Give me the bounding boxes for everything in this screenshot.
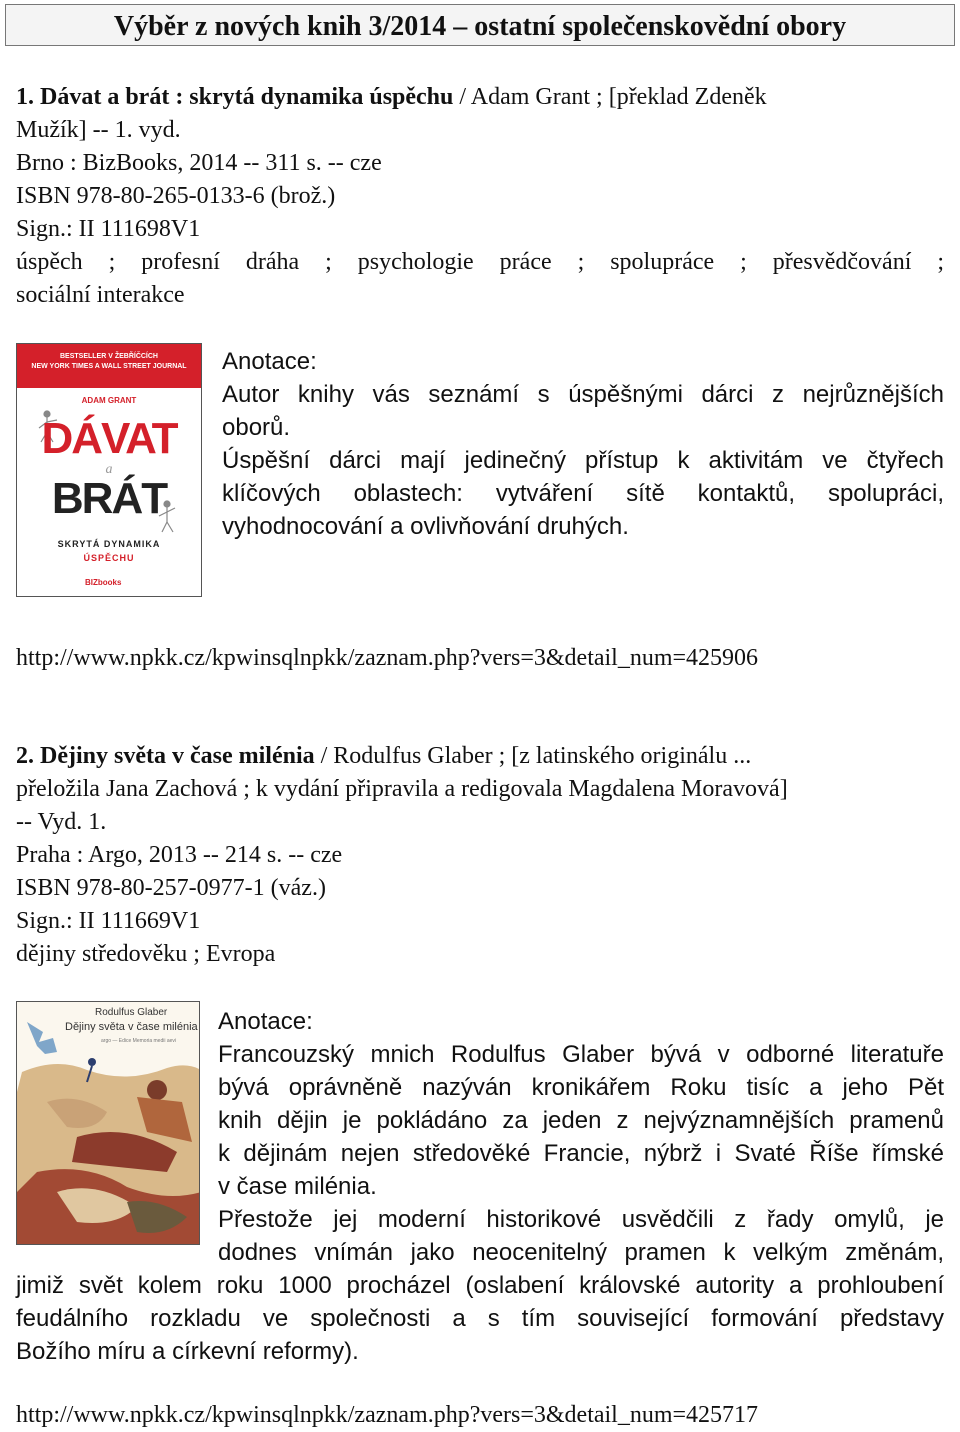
book2-title: Dějiny světa v čase milénia <box>40 743 315 769</box>
book1-subjects-cont: sociální interakce <box>16 282 185 308</box>
book2-publisher: Praha : Argo, 2013 -- 214 s. -- cze <box>16 842 343 868</box>
book2-annotation-line: v čase milénia. <box>218 1173 377 1200</box>
book2-annotation-line: dodnes vnímán jako neocenitelný pramen k velkým změnám, <box>218 1239 944 1266</box>
cover1-band-line2: NEW YORK TIMES A WALL STREET JOURNAL <box>31 363 187 370</box>
cover1-subtitle-2: ÚSPĚCHU <box>83 553 135 563</box>
book1-cover-image <box>16 343 202 597</box>
book2-annotation-line: Francouzský mnich Rodulfus Glaber bývá v odborné literatuře <box>218 1041 944 1068</box>
book2-cover-image <box>16 1001 200 1245</box>
book2-responsibility-cont: přeložila Jana Zachová ; k vydání připravila a redigovala Magdalena Moravová] <box>16 776 788 802</box>
cover1-title-top: DÁVAT <box>41 414 177 463</box>
cover1-title-a: a <box>105 462 113 477</box>
book1-title-line <box>16 81 767 114</box>
book1-annotation-line: klíčových oblastech: vytváření sítě kontaktů, spolupráci, <box>222 480 944 507</box>
cover2-author: Rodulfus Glaber <box>95 1007 168 1018</box>
cover1-subtitle: SKRYTÁ DYNAMIKA <box>57 539 161 549</box>
book1-title: Dávat a brát : skrytá dynamika úspěchu <box>40 84 454 110</box>
cover1-publisher-logo: BIZbooks <box>85 578 122 587</box>
book1-number: 1. <box>16 84 34 110</box>
book2-annotation-line: knih dějin je pokládáno za jeden z nejvýznamnějších pramenů <box>218 1107 944 1134</box>
cover2-series: argo — Edice Memoria medii aevi <box>101 1038 177 1044</box>
book2-annotation-label: Anotace: <box>218 1008 313 1035</box>
book2-responsibility: / Rodulfus Glaber ; [z latinského originálu ... <box>314 743 752 769</box>
book1-annotation-line: Autor knihy vás seznámí s úspěšnými dárci z nejrůznějších <box>222 381 944 408</box>
page-title: Výběr z nových knih 3/2014 – ostatní společenskovědní obory <box>113 11 847 42</box>
book1-isbn: ISBN 978-80-265-0133-6 (brož.) <box>16 183 336 209</box>
cover1-band-line1: BESTSELLER V ŽEBŘÍČCÍCH <box>59 353 158 360</box>
book2-annotation-line: Přestože jej moderní historikové usvědčili z řady omylů, je <box>218 1206 944 1233</box>
cover1-title-bottom: BRÁT <box>51 474 167 523</box>
book1-responsibility: / Adam Grant ; [překlad Zdeněk <box>453 84 767 110</box>
book2-signature: Sign.: II 111669V1 <box>16 908 201 934</box>
book1-responsibility-cont: Mužík] -- 1. vyd. <box>16 117 181 143</box>
book2-edition: -- Vyd. 1. <box>16 809 107 835</box>
book1-annotation-line: oborů. <box>222 414 291 441</box>
book1-subjects: úspěch ; profesní dráha ; psychologie práce ; spolupráce ; přesvědčování ; <box>16 249 944 275</box>
book1-annotation-line: Úspěšní dárci mají jedinečný přístup k aktivitám ve čtyřech <box>222 447 944 474</box>
page-header <box>5 4 955 46</box>
cover2-title: Dějiny světa v čase milénia <box>65 1021 198 1033</box>
book2-annotation-line: feudálního rozkladu ve společnosti a s tím související formování představy <box>16 1305 944 1332</box>
book1-annotation-line: vyhodnocování a ovlivňování druhých. <box>222 513 629 540</box>
book2-annotation-line: bývá oprávněně nazýván kronikářem Roku tisíc a jeho Pět <box>218 1074 944 1101</box>
book1-publisher: Brno : BizBooks, 2014 -- 311 s. -- cze <box>16 150 382 176</box>
book2-title-line <box>16 740 751 773</box>
book1-catalog-link[interactable]: http://www.npkk.cz/kpwinsqlnpkk/zaznam.php?vers=3&detail_num=425906 <box>16 645 759 671</box>
book1-annotation-label: Anotace: <box>222 348 317 375</box>
book2-annotation-line: k dějinám nejen středověké Francie, nýbrž i Svaté Říše římské <box>218 1140 944 1167</box>
book2-annotation-line: jimiž svět kolem roku 1000 procházel (oslabení královské autority a prohloubení <box>16 1272 944 1299</box>
book1-signature: Sign.: II 111698V1 <box>16 216 201 242</box>
book2-subjects: dějiny středověku ; Evropa <box>16 941 276 967</box>
book2-catalog-link[interactable]: http://www.npkk.cz/kpwinsqlnpkk/zaznam.php?vers=3&detail_num=425717 <box>16 1402 759 1428</box>
book2-number: 2. <box>16 743 34 769</box>
book2-isbn: ISBN 978-80-257-0977-1 (váz.) <box>16 875 326 901</box>
cover1-author: ADAM GRANT <box>81 396 137 405</box>
book2-annotation-line: Božího míru a církevní reformy). <box>16 1338 359 1365</box>
